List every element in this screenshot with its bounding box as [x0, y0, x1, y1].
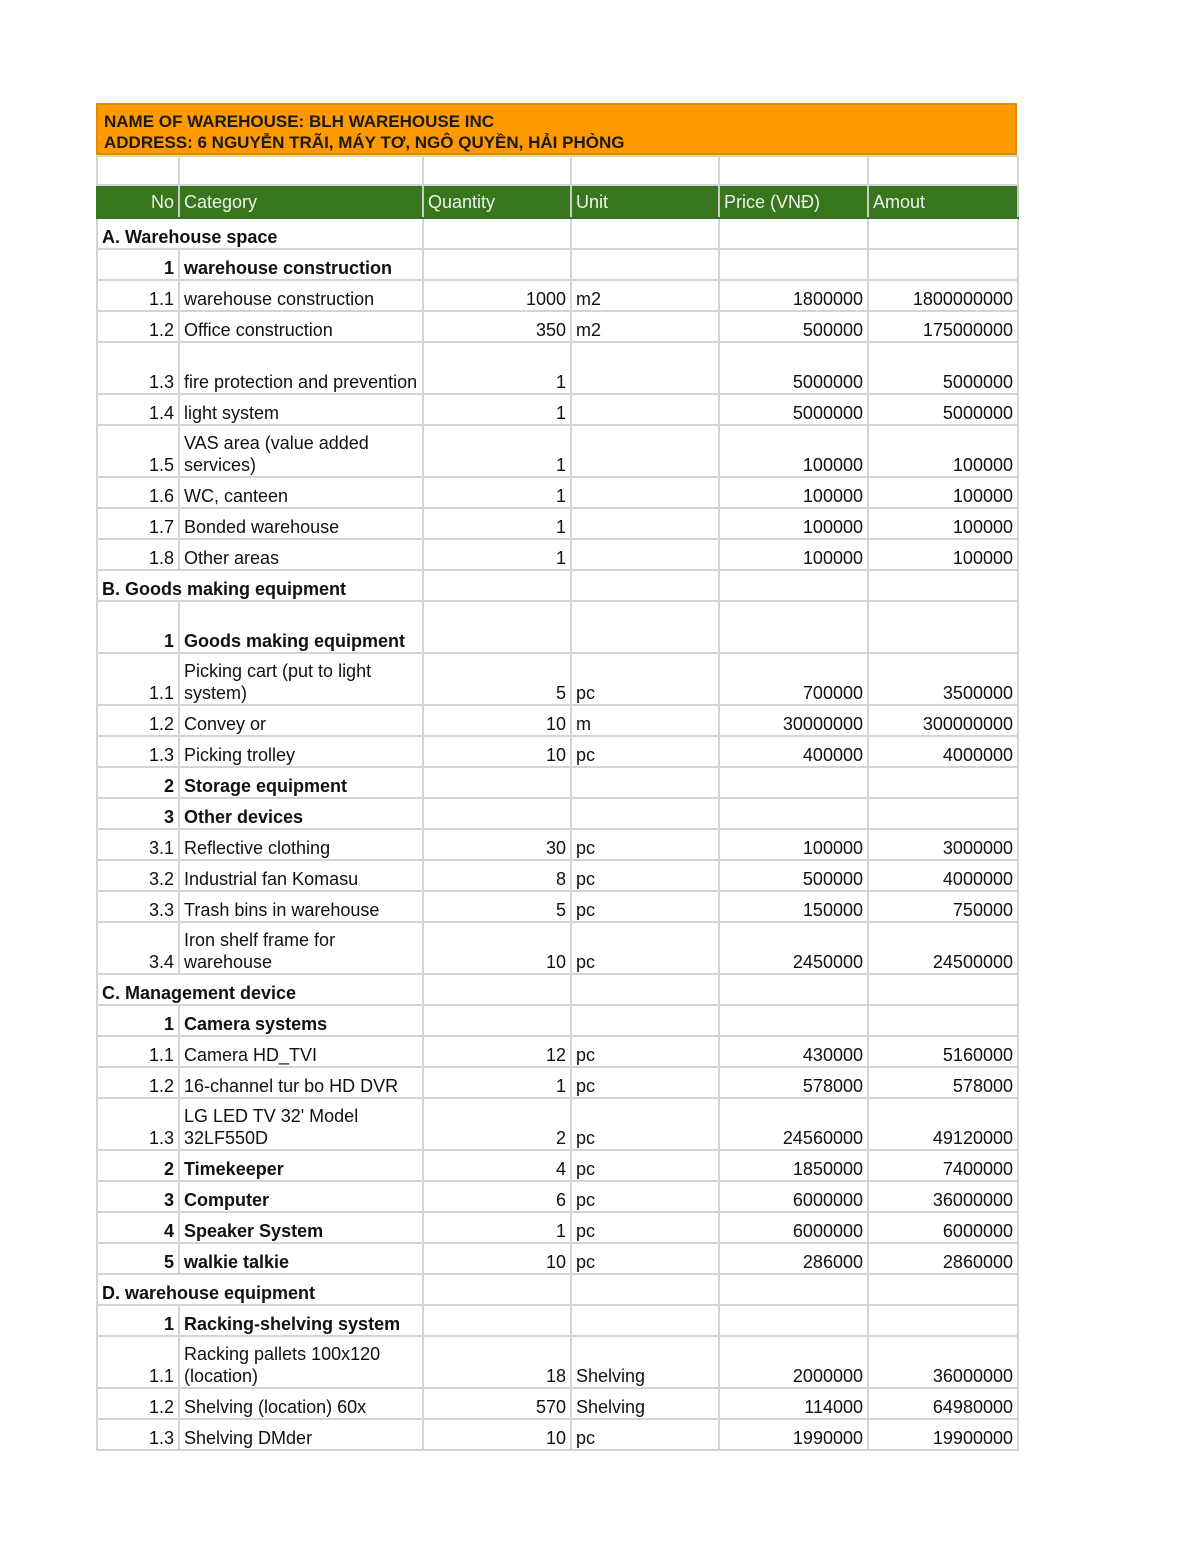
header-row — [97, 185, 1018, 218]
cell-amount[interactable]: 2860000 — [868, 1243, 1018, 1274]
cell-price[interactable]: 1800000 — [719, 280, 868, 311]
cell-no[interactable]: 1.2 — [97, 1067, 179, 1098]
cell-no[interactable]: 1 — [97, 249, 179, 280]
table-row — [97, 705, 1018, 736]
cell-no[interactable]: 1 — [97, 601, 179, 653]
cell-amount[interactable]: 4000000 — [868, 736, 1018, 767]
cell-quantity[interactable]: 350 — [423, 311, 571, 342]
cell-unit[interactable]: pc — [571, 653, 719, 705]
cell-quantity[interactable]: 1 — [423, 394, 571, 425]
group-row — [97, 249, 1018, 280]
section-row — [97, 218, 1018, 249]
column-header-amount[interactable]: Amout — [868, 185, 1018, 218]
cell-quantity[interactable] — [423, 601, 571, 653]
cell-unit[interactable]: pc — [571, 1098, 719, 1150]
cell-category[interactable]: Office construction — [179, 311, 423, 342]
cell-amount[interactable] — [868, 249, 1018, 280]
cell-amount[interactable] — [868, 767, 1018, 798]
cell-price[interactable]: 100000 — [719, 539, 868, 570]
cell[interactable] — [868, 218, 1018, 249]
cell-price[interactable]: 5000000 — [719, 394, 868, 425]
cell-amount[interactable]: 750000 — [868, 891, 1018, 922]
cell-price[interactable]: 1990000 — [719, 1419, 868, 1450]
cell-category[interactable]: Bonded warehouse — [179, 508, 423, 539]
cell-no[interactable]: 1.2 — [97, 1388, 179, 1419]
cell-unit[interactable]: pc — [571, 1419, 719, 1450]
cell-price[interactable]: 150000 — [719, 891, 868, 922]
cell-amount[interactable]: 5000000 — [868, 394, 1018, 425]
cell-no[interactable]: 5 — [97, 1243, 179, 1274]
cell-price[interactable]: 500000 — [719, 860, 868, 891]
cell-category[interactable]: 16-channel tur bo HD DVR — [179, 1067, 423, 1098]
cell-amount[interactable]: 36000000 — [868, 1336, 1018, 1388]
cell-unit[interactable]: pc — [571, 1212, 719, 1243]
cell-amount[interactable]: 100000 — [868, 425, 1018, 477]
cell-quantity[interactable]: 4 — [423, 1150, 571, 1181]
cell[interactable] — [97, 156, 179, 185]
column-header-quantity[interactable]: Quantity — [423, 185, 571, 218]
cell-price[interactable]: 100000 — [719, 425, 868, 477]
table-row — [97, 736, 1018, 767]
table-row — [97, 829, 1018, 860]
cell-category[interactable]: warehouse construction — [179, 249, 423, 280]
cell-price[interactable]: 30000000 — [719, 705, 868, 736]
cell-price[interactable]: 100000 — [719, 477, 868, 508]
cell-no[interactable]: 3 — [97, 1181, 179, 1212]
table-row — [97, 1419, 1018, 1450]
section-row — [97, 1274, 1018, 1305]
cell-unit[interactable] — [571, 342, 719, 394]
cell-unit[interactable] — [571, 798, 719, 829]
cell-quantity[interactable]: 10 — [423, 736, 571, 767]
cell[interactable] — [868, 1274, 1018, 1305]
cell-quantity[interactable]: 1000 — [423, 280, 571, 311]
group-row — [97, 1005, 1018, 1036]
cell-amount[interactable]: 5000000 — [868, 342, 1018, 394]
cell-quantity[interactable]: 1 — [423, 342, 571, 394]
cell-category[interactable]: Other devices — [179, 798, 423, 829]
cell-amount[interactable]: 24500000 — [868, 922, 1018, 974]
cell-quantity[interactable] — [423, 249, 571, 280]
cell-unit[interactable] — [571, 249, 719, 280]
cell-amount[interactable]: 578000 — [868, 1067, 1018, 1098]
section-row — [97, 974, 1018, 1005]
table-row — [97, 1388, 1018, 1419]
cell-unit[interactable]: Shelving — [571, 1336, 719, 1388]
cell-no[interactable]: 3.1 — [97, 829, 179, 860]
cell-unit[interactable] — [571, 477, 719, 508]
group-row — [97, 767, 1018, 798]
cell-price[interactable] — [719, 249, 868, 280]
cell-quantity[interactable]: 18 — [423, 1336, 571, 1388]
group-row — [97, 1305, 1018, 1336]
spreadsheet — [96, 103, 1017, 1451]
table-row — [97, 1098, 1018, 1150]
cell-price[interactable] — [719, 1005, 868, 1036]
cell-price[interactable] — [719, 767, 868, 798]
table-row — [97, 1036, 1018, 1067]
column-header-no[interactable]: No — [97, 185, 179, 218]
cell-no[interactable]: 1.3 — [97, 1098, 179, 1150]
section-row — [97, 570, 1018, 601]
cell[interactable] — [423, 1274, 571, 1305]
cell-unit[interactable] — [571, 425, 719, 477]
cell-price[interactable]: 2000000 — [719, 1336, 868, 1388]
cell-quantity[interactable]: 8 — [423, 860, 571, 891]
cell-category[interactable]: Speaker System — [179, 1212, 423, 1243]
cell-quantity[interactable]: 5 — [423, 653, 571, 705]
cell-no[interactable]: 3.3 — [97, 891, 179, 922]
cell-price[interactable]: 100000 — [719, 829, 868, 860]
blank-row — [97, 156, 1018, 185]
cell-unit[interactable]: m — [571, 705, 719, 736]
cell-no[interactable]: 1.1 — [97, 653, 179, 705]
cell-price[interactable]: 430000 — [719, 1036, 868, 1067]
cell-price[interactable]: 286000 — [719, 1243, 868, 1274]
cell[interactable] — [868, 974, 1018, 1005]
table-row — [97, 891, 1018, 922]
cell-category[interactable]: LG LED TV 32' Model 32LF550D — [179, 1098, 423, 1150]
cell-category[interactable]: Other areas — [179, 539, 423, 570]
cell-amount[interactable]: 36000000 — [868, 1181, 1018, 1212]
cell[interactable] — [423, 156, 571, 185]
cell-unit[interactable]: m2 — [571, 311, 719, 342]
cell-amount[interactable]: 7400000 — [868, 1150, 1018, 1181]
cell-price[interactable] — [719, 1305, 868, 1336]
column-header-unit[interactable]: Unit — [571, 185, 719, 218]
section-title[interactable]: C. Management device — [97, 974, 423, 1005]
cell-quantity[interactable]: 10 — [423, 705, 571, 736]
cell-unit[interactable] — [571, 1305, 719, 1336]
table-row — [97, 1336, 1018, 1388]
cell-category[interactable]: Shelving DMder — [179, 1419, 423, 1450]
cell-unit[interactable]: pc — [571, 922, 719, 974]
warehouse-name: NAME OF WAREHOUSE: BLH WAREHOUSE INC — [104, 112, 495, 131]
table-row — [97, 653, 1018, 705]
table-row — [97, 425, 1018, 477]
cell-category[interactable]: warehouse construction — [179, 280, 423, 311]
cell-category[interactable]: Goods making equipment — [179, 601, 423, 653]
table-row — [97, 394, 1018, 425]
cell-unit[interactable] — [571, 1005, 719, 1036]
cell-amount[interactable]: 19900000 — [868, 1419, 1018, 1450]
cell-category[interactable]: walkie talkie — [179, 1243, 423, 1274]
section-title[interactable]: A. Warehouse space — [97, 218, 423, 249]
cell-quantity[interactable]: 10 — [423, 922, 571, 974]
cell[interactable] — [719, 156, 868, 185]
group-row — [97, 1150, 1018, 1181]
cell-no[interactable]: 1.3 — [97, 736, 179, 767]
section-title[interactable]: B. Goods making equipment — [97, 570, 423, 601]
cell-quantity[interactable]: 1 — [423, 539, 571, 570]
cell-no[interactable]: 1.2 — [97, 705, 179, 736]
cell-unit[interactable]: pc — [571, 891, 719, 922]
cell-no[interactable]: 1.4 — [97, 394, 179, 425]
cell-quantity[interactable] — [423, 767, 571, 798]
cell-amount[interactable]: 100000 — [868, 508, 1018, 539]
cell-no[interactable]: 3.4 — [97, 922, 179, 974]
cell[interactable] — [571, 156, 719, 185]
cell[interactable] — [719, 974, 868, 1005]
cell-category[interactable]: Storage equipment — [179, 767, 423, 798]
cell-quantity[interactable]: 6 — [423, 1181, 571, 1212]
cell-category[interactable]: Camera systems — [179, 1005, 423, 1036]
column-header-category[interactable]: Category — [179, 185, 423, 218]
cell-category[interactable]: Picking cart (put to light system) — [179, 653, 423, 705]
cell[interactable] — [719, 218, 868, 249]
cell-unit[interactable]: m2 — [571, 280, 719, 311]
cell[interactable] — [868, 156, 1018, 185]
cell-quantity[interactable]: 1 — [423, 1067, 571, 1098]
table-row — [97, 1067, 1018, 1098]
cell-no[interactable]: 3.2 — [97, 860, 179, 891]
cell-no[interactable]: 1.1 — [97, 1036, 179, 1067]
cell-unit[interactable] — [571, 601, 719, 653]
table-row — [97, 508, 1018, 539]
cell-price[interactable]: 2450000 — [719, 922, 868, 974]
cell[interactable] — [868, 570, 1018, 601]
warehouse-header-banner — [96, 103, 1017, 155]
cell-unit[interactable] — [571, 767, 719, 798]
cell-amount[interactable]: 64980000 — [868, 1388, 1018, 1419]
cell-unit[interactable] — [571, 394, 719, 425]
cell-unit[interactable]: pc — [571, 860, 719, 891]
cell-unit[interactable]: pc — [571, 1150, 719, 1181]
table-row — [97, 539, 1018, 570]
cell-price[interactable]: 114000 — [719, 1388, 868, 1419]
cell-category[interactable]: WC, canteen — [179, 477, 423, 508]
cell-category[interactable]: Trash bins in warehouse — [179, 891, 423, 922]
cell[interactable] — [571, 570, 719, 601]
cell-category[interactable]: Industrial fan Komasu — [179, 860, 423, 891]
cell-price[interactable] — [719, 601, 868, 653]
group-row — [97, 1212, 1018, 1243]
cell-quantity[interactable]: 2 — [423, 1098, 571, 1150]
cell-no[interactable]: 1.3 — [97, 342, 179, 394]
cell-quantity[interactable] — [423, 1005, 571, 1036]
cell[interactable] — [719, 1274, 868, 1305]
cell-no[interactable]: 1.7 — [97, 508, 179, 539]
group-row — [97, 601, 1018, 653]
cell-amount[interactable]: 100000 — [868, 539, 1018, 570]
cell-quantity[interactable]: 12 — [423, 1036, 571, 1067]
cell-category[interactable]: Computer — [179, 1181, 423, 1212]
group-row — [97, 1181, 1018, 1212]
cell-category[interactable]: Iron shelf frame for warehouse — [179, 922, 423, 974]
table-row — [97, 922, 1018, 974]
cell-quantity[interactable] — [423, 798, 571, 829]
cell-quantity[interactable]: 30 — [423, 829, 571, 860]
cell-no[interactable]: 1 — [97, 1005, 179, 1036]
cell-unit[interactable] — [571, 539, 719, 570]
cell-amount[interactable]: 3500000 — [868, 653, 1018, 705]
equipment-table — [96, 155, 1019, 1451]
cell-no[interactable]: 1.2 — [97, 311, 179, 342]
cell-category[interactable]: Shelving (location) 60x — [179, 1388, 423, 1419]
table-row — [97, 477, 1018, 508]
cell-price[interactable]: 24560000 — [719, 1098, 868, 1150]
cell-category[interactable]: fire protection and prevention — [179, 342, 423, 394]
group-row — [97, 798, 1018, 829]
cell-no[interactable]: 2 — [97, 1150, 179, 1181]
cell-amount[interactable]: 100000 — [868, 477, 1018, 508]
table-row — [97, 342, 1018, 394]
cell-quantity[interactable]: 570 — [423, 1388, 571, 1419]
cell-amount[interactable]: 49120000 — [868, 1098, 1018, 1150]
cell-amount[interactable]: 300000000 — [868, 705, 1018, 736]
cell-price[interactable]: 1850000 — [719, 1150, 868, 1181]
cell-no[interactable]: 3 — [97, 798, 179, 829]
cell-unit[interactable]: pc — [571, 829, 719, 860]
cell[interactable] — [179, 156, 423, 185]
cell-amount[interactable]: 5160000 — [868, 1036, 1018, 1067]
cell-quantity[interactable]: 10 — [423, 1243, 571, 1274]
cell-unit[interactable]: pc — [571, 1036, 719, 1067]
cell-unit[interactable] — [571, 508, 719, 539]
cell-amount[interactable]: 3000000 — [868, 829, 1018, 860]
warehouse-address: ADDRESS: 6 NGUYỄN TRÃI, MÁY TƠ, NGÔ QUYỀN, HẢI PHÒNG — [104, 133, 625, 152]
column-header-price[interactable]: Price (VNĐ) — [719, 185, 868, 218]
cell-category[interactable]: Timekeeper — [179, 1150, 423, 1181]
cell-unit[interactable]: Shelving — [571, 1388, 719, 1419]
cell-amount[interactable] — [868, 798, 1018, 829]
cell-category[interactable]: Convey or — [179, 705, 423, 736]
cell-no[interactable]: 1 — [97, 1305, 179, 1336]
cell-category[interactable]: light system — [179, 394, 423, 425]
cell-category[interactable]: Camera HD_TVI — [179, 1036, 423, 1067]
cell-category[interactable]: Reflective clothing — [179, 829, 423, 860]
cell-quantity[interactable]: 1 — [423, 477, 571, 508]
table-row — [97, 860, 1018, 891]
cell-no[interactable]: 1.6 — [97, 477, 179, 508]
cell-amount[interactable]: 175000000 — [868, 311, 1018, 342]
cell-quantity[interactable]: 1 — [423, 425, 571, 477]
cell-no[interactable]: 1.8 — [97, 539, 179, 570]
cell-amount[interactable] — [868, 601, 1018, 653]
cell[interactable] — [571, 974, 719, 1005]
cell-amount[interactable]: 4000000 — [868, 860, 1018, 891]
cell[interactable] — [423, 570, 571, 601]
cell-price[interactable]: 6000000 — [719, 1181, 868, 1212]
cell-price[interactable]: 500000 — [719, 311, 868, 342]
cell-no[interactable]: 2 — [97, 767, 179, 798]
section-title[interactable]: D. warehouse equipment — [97, 1274, 423, 1305]
table-row — [97, 280, 1018, 311]
cell-amount[interactable] — [868, 1005, 1018, 1036]
cell-no[interactable]: 4 — [97, 1212, 179, 1243]
cell-quantity[interactable]: 1 — [423, 508, 571, 539]
cell-category[interactable]: Racking pallets 100x120 (location) — [179, 1336, 423, 1388]
cell-price[interactable]: 6000000 — [719, 1212, 868, 1243]
cell-price[interactable]: 700000 — [719, 653, 868, 705]
cell-unit[interactable]: pc — [571, 1243, 719, 1274]
cell[interactable] — [571, 218, 719, 249]
cell-amount[interactable]: 1800000000 — [868, 280, 1018, 311]
cell[interactable] — [423, 974, 571, 1005]
cell[interactable] — [719, 570, 868, 601]
cell-price[interactable]: 5000000 — [719, 342, 868, 394]
cell-price[interactable] — [719, 798, 868, 829]
cell-amount[interactable]: 6000000 — [868, 1212, 1018, 1243]
group-row — [97, 1243, 1018, 1274]
cell-quantity[interactable] — [423, 1305, 571, 1336]
cell-unit[interactable]: pc — [571, 1067, 719, 1098]
cell-quantity[interactable]: 5 — [423, 891, 571, 922]
cell-unit[interactable]: pc — [571, 736, 719, 767]
cell-price[interactable]: 400000 — [719, 736, 868, 767]
cell[interactable] — [571, 1274, 719, 1305]
table-row — [97, 311, 1018, 342]
cell-unit[interactable]: pc — [571, 1181, 719, 1212]
cell-no[interactable]: 1.5 — [97, 425, 179, 477]
cell-no[interactable]: 1.1 — [97, 280, 179, 311]
cell[interactable] — [423, 218, 571, 249]
cell-no[interactable]: 1.1 — [97, 1336, 179, 1388]
cell-no[interactable]: 1.3 — [97, 1419, 179, 1450]
cell-amount[interactable] — [868, 1305, 1018, 1336]
cell-price[interactable]: 100000 — [719, 508, 868, 539]
cell-category[interactable]: Racking-shelving system — [179, 1305, 423, 1336]
cell-quantity[interactable]: 10 — [423, 1419, 571, 1450]
cell-category[interactable]: VAS area (value added services) — [179, 425, 423, 477]
cell-price[interactable]: 578000 — [719, 1067, 868, 1098]
cell-category[interactable]: Picking trolley — [179, 736, 423, 767]
cell-quantity[interactable]: 1 — [423, 1212, 571, 1243]
